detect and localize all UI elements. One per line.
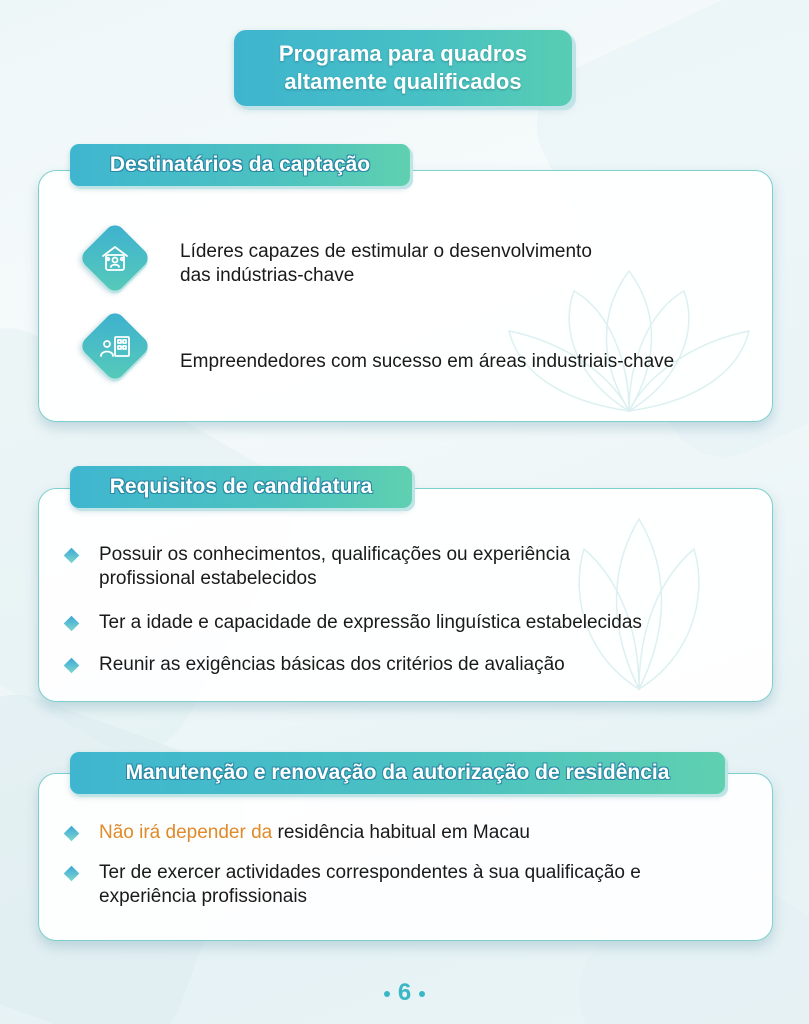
page-number-value: 6 [397,979,412,1006]
renewal-item-1-highlight: Não irá depender da [99,822,273,843]
targets-header-label: Destinatários da captação [109,153,371,176]
requirement-item-1 [66,543,570,591]
requirements-header [70,466,412,508]
bullet-diamond-icon [64,826,80,842]
renewal-header [70,752,725,794]
entrepreneur-building-icon [95,326,135,366]
page-title-line2: altamente qualificados [284,69,522,94]
requirement-item-1-line2: profissional estabelecidos [99,568,317,589]
renewal-item-2-line1: Ter de exercer actividades correspondentes à sua qualificação e [99,862,641,883]
page-title [234,30,572,106]
targets-card [38,170,773,422]
leader-network-icon [95,238,135,278]
bullet-diamond-icon [64,548,80,564]
bullet-diamond-icon [64,866,80,882]
target-item-2-line1: Empreendedores com sucesso em áreas industriais-chave [180,351,675,372]
bullet-diamond-icon [64,616,80,632]
renewal-item-2 [66,861,641,909]
page-title-line1: Programa para quadros [278,41,528,66]
dot-icon [419,991,425,997]
page-number [0,979,809,1007]
renewal-item-1 [66,821,530,845]
renewal-item-2-line2: experiência profissionais [99,886,308,907]
renewal-item-1-rest: residência habitual em Macau [272,822,530,843]
requirements-header-label: Requisitos de candidatura [109,475,373,498]
requirement-item-1-line1: Possuir os conhecimentos, qualificações ou experiência [99,544,571,565]
target-item-1-line2: das indústrias-chave [180,265,355,286]
target-item-1 [180,240,592,288]
requirement-item-2-text: Ter a idade e capacidade de expressão linguística estabelecidas [99,612,642,633]
renewal-card [38,773,773,941]
renewal-header-label: Manutenção e renovação da autorização de residência [125,761,670,784]
target-item-2 [180,350,674,374]
requirement-item-3-text: Reunir as exigências básicas dos critérios de avaliação [99,654,565,675]
target-item-1-line1: Líderes capazes de estimular o desenvolvimento [180,241,592,262]
dot-icon [384,991,390,997]
requirement-item-3 [66,653,565,677]
targets-header [70,144,410,186]
requirement-item-2 [66,611,642,635]
bullet-diamond-icon [64,658,80,674]
